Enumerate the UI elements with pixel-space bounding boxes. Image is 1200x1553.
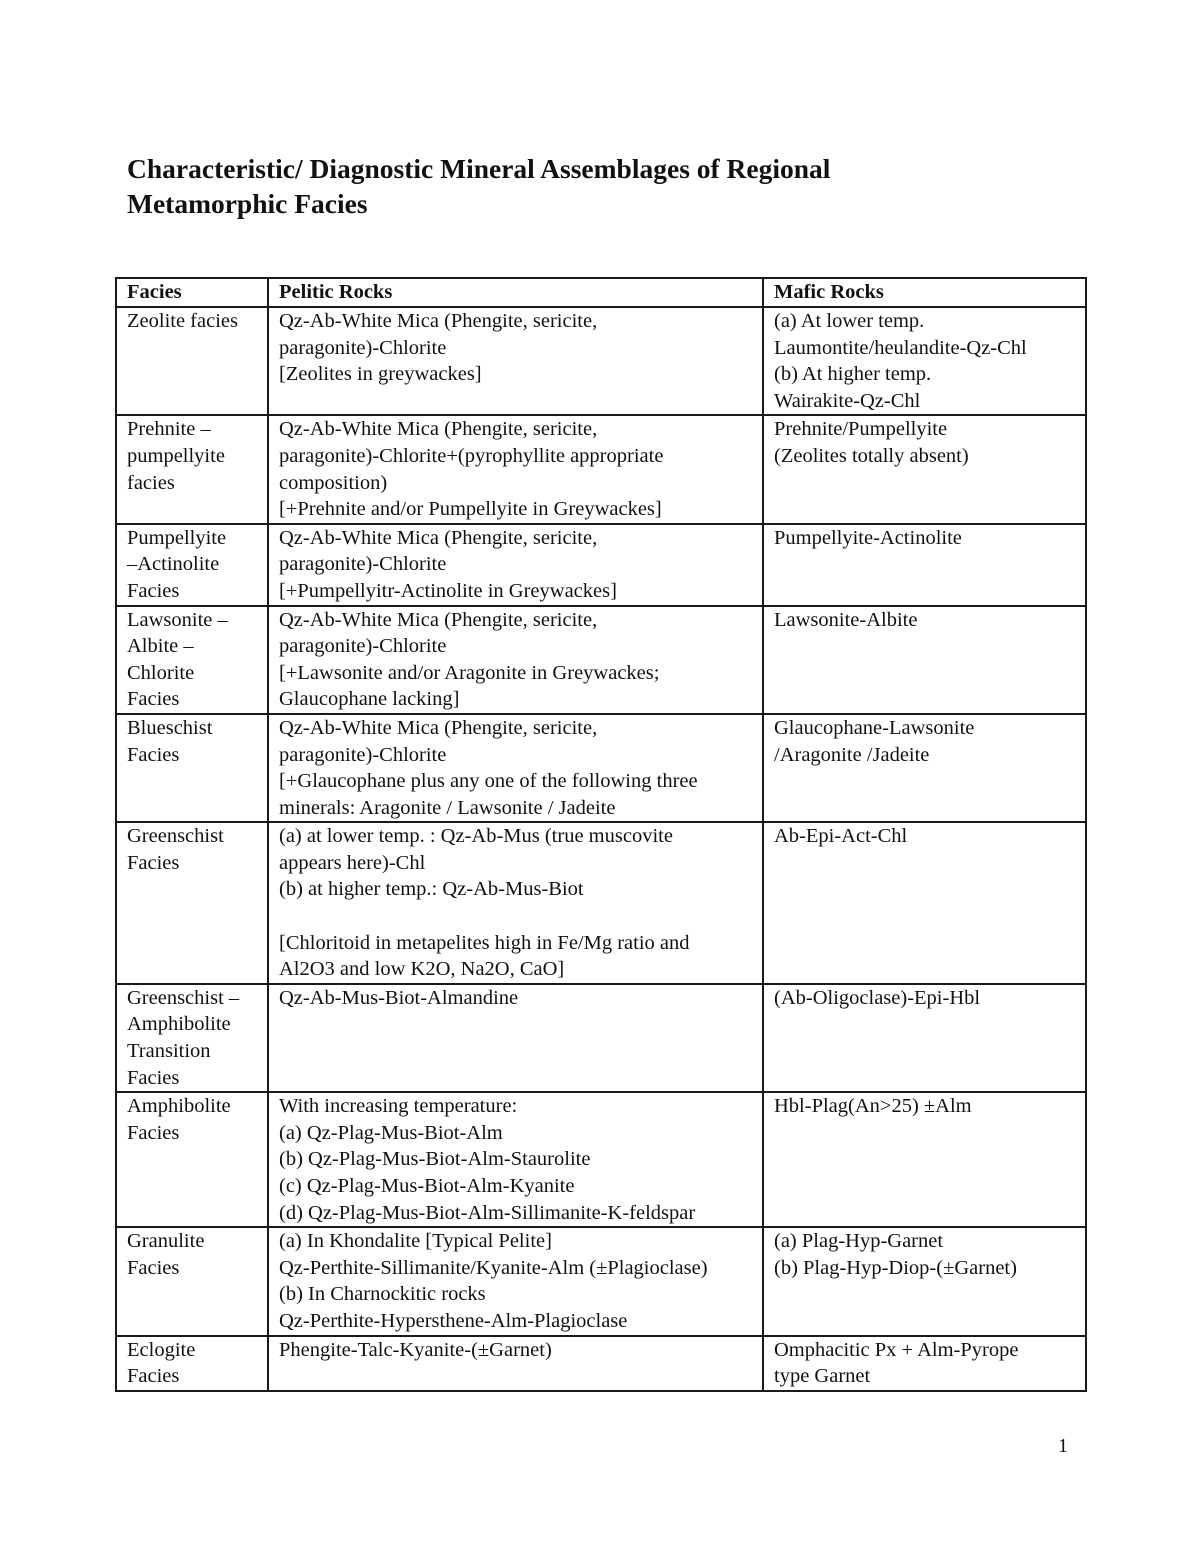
cell-text-line: Greenschist xyxy=(127,825,224,848)
cell-text-line: (c) Qz-Plag-Mus-Biot-Alm-Kyanite xyxy=(279,1175,575,1197)
pelitic-rocks-cell xyxy=(268,415,763,523)
cell-text-line: (Ab-Oligoclase)-Epi-Hbl xyxy=(774,986,981,1009)
cell-text-line: Phengite-Talc-Kyanite-(±Garnet) xyxy=(279,1338,552,1361)
cell-text-line: Transition xyxy=(127,1040,211,1063)
cell-text-line: Chlorite xyxy=(127,661,195,684)
cell-text-line: /Aragonite /Jadeite xyxy=(774,743,930,766)
cell-text-line: Zeolite facies xyxy=(127,310,238,332)
cell-text-line: Facies xyxy=(127,688,180,711)
mafic-rocks-cell xyxy=(763,1092,1086,1227)
cell-text-line: (Zeolites totally absent) xyxy=(774,444,969,467)
title-line-2: Metamorphic Facies xyxy=(127,188,368,219)
cell-text-line: (b) at higher temp.: Qz-Ab-Mus-Biot xyxy=(279,878,584,901)
facies-cell xyxy=(116,714,268,822)
cell-text-line: [+Lawsonite and/or Aragonite in Greywackes; xyxy=(279,661,660,684)
title-line-1: Characteristic/ Diagnostic Mineral Assemblages of Regional xyxy=(127,153,831,184)
pelitic-rocks-cell xyxy=(268,307,763,415)
cell-text-line: Facies xyxy=(127,743,180,766)
cell-text-line: pumpellyite xyxy=(127,444,225,467)
cell-text-line: facies xyxy=(127,471,175,494)
cell-text-line: Omphacitic Px + Alm-Pyrope xyxy=(774,1338,1019,1361)
pelitic-rocks-cell xyxy=(268,1227,763,1335)
cell-text-line: Facies xyxy=(127,1365,180,1388)
cell-text-line: Qz-Ab-White Mica (Phengite, sericite, xyxy=(279,526,598,549)
table-body xyxy=(116,307,1086,1391)
cell-text-line: (a) At lower temp. xyxy=(774,310,925,332)
facies-cell xyxy=(116,822,268,984)
cell-text-line: type Garnet xyxy=(774,1365,871,1388)
cell-text-line: Facies xyxy=(127,851,180,874)
cell-text-line: (b) Qz-Plag-Mus-Biot-Alm-Staurolite xyxy=(279,1148,591,1171)
facies-cell xyxy=(116,1227,268,1335)
mafic-rocks-cell xyxy=(763,984,1086,1092)
facies-cell xyxy=(116,524,268,606)
cell-text-line: Prehnite/Pumpellyite xyxy=(774,418,948,441)
cell-text-line: Glaucophane lacking] xyxy=(279,688,460,711)
pelitic-rocks-cell xyxy=(268,1092,763,1227)
cell-text-line: Qz-Ab-White Mica (Phengite, sericite, xyxy=(279,716,598,739)
pelitic-rocks-cell xyxy=(268,822,763,984)
cell-text-line: (a) at lower temp. : Qz-Ab-Mus (true muscovite xyxy=(279,825,673,848)
cell-text-line: [Chloritoid in metapelites high in Fe/Mg ratio and xyxy=(279,931,690,954)
table-row xyxy=(116,1227,1086,1335)
cell-text-line: Amphibolite xyxy=(127,1095,231,1118)
cell-text-line: Qz-Ab-White Mica (Phengite, sericite, xyxy=(279,418,598,441)
cell-text-line: Albite – xyxy=(127,635,194,658)
cell-text-line: With increasing temperature: xyxy=(279,1095,518,1118)
facies-cell xyxy=(116,1092,268,1227)
mafic-rocks-cell xyxy=(763,524,1086,606)
cell-text-line: Lawsonite-Albite xyxy=(774,608,918,631)
cell-text-line: Glaucophane-Lawsonite xyxy=(774,716,975,739)
facies-table xyxy=(115,277,1087,1392)
cell-text-line: Facies xyxy=(127,1121,180,1144)
cell-text-line: (d) Qz-Plag-Mus-Biot-Alm-Sillimanite-K-feldspar xyxy=(279,1201,696,1224)
table-row xyxy=(116,714,1086,822)
facies-cell xyxy=(116,415,268,523)
pelitic-rocks-cell xyxy=(268,606,763,714)
cell-text-line: paragonite)-Chlorite xyxy=(279,336,447,359)
header-mafic-rocks: Mafic Rocks xyxy=(763,278,1086,307)
header-row xyxy=(116,278,1086,307)
cell-text-line: Qz-Perthite-Sillimanite/Kyanite-Alm (±Plagioclase) xyxy=(279,1256,708,1279)
cell-text-line: Qz-Ab-White Mica (Phengite, sericite, xyxy=(279,310,598,332)
table-row xyxy=(116,1092,1086,1227)
cell-text-line: paragonite)-Chlorite xyxy=(279,743,447,766)
table-row xyxy=(116,307,1086,415)
pelitic-rocks-cell xyxy=(268,1336,763,1391)
cell-text-line: composition) xyxy=(279,471,388,494)
header-facies: Facies xyxy=(116,278,268,307)
cell-text-line: [Zeolites in greywackes] xyxy=(279,363,482,386)
cell-text-line: minerals: Aragonite / Lawsonite / Jadeite xyxy=(279,796,616,819)
facies-cell xyxy=(116,984,268,1092)
cell-text-line: Wairakite-Qz-Chl xyxy=(774,389,921,412)
table-row xyxy=(116,415,1086,523)
mafic-rocks-cell xyxy=(763,714,1086,822)
cell-text-line: [+Prehnite and/or Pumpellyite in Greywackes] xyxy=(279,498,662,521)
pelitic-rocks-cell xyxy=(268,984,763,1092)
cell-text-line: (b) At higher temp. xyxy=(774,363,932,386)
mafic-rocks-cell xyxy=(763,1227,1086,1335)
cell-text-line: Facies xyxy=(127,1066,180,1089)
cell-text-line: (a) Plag-Hyp-Garnet xyxy=(774,1230,944,1253)
cell-text-line: paragonite)-Chlorite xyxy=(279,635,447,658)
cell-text-line: Greenschist – xyxy=(127,986,240,1009)
table-row xyxy=(116,822,1086,984)
cell-text-line: Granulite xyxy=(127,1230,205,1253)
cell-text-line: Pumpellyite xyxy=(127,526,227,549)
table-row xyxy=(116,1336,1086,1391)
cell-text-line: paragonite)-Chlorite xyxy=(279,553,447,576)
table-row xyxy=(116,524,1086,606)
pelitic-rocks-cell xyxy=(268,714,763,822)
cell-text-line: (a) In Khondalite [Typical Pelite] xyxy=(279,1230,552,1253)
table-row xyxy=(116,984,1086,1092)
cell-text-line: Facies xyxy=(127,1256,180,1279)
cell-text-line: Qz-Ab-White Mica (Phengite, sericite, xyxy=(279,608,598,631)
facies-cell xyxy=(116,1336,268,1391)
mafic-rocks-cell xyxy=(763,307,1086,415)
table-header xyxy=(116,278,1086,307)
mafic-rocks-cell xyxy=(763,415,1086,523)
header-pelitic-rocks: Pelitic Rocks xyxy=(268,278,763,307)
cell-text-line: Eclogite xyxy=(127,1338,196,1361)
cell-text-line: Lawsonite – xyxy=(127,608,228,631)
facies-cell xyxy=(116,307,268,415)
cell-text-line: Facies xyxy=(127,579,180,602)
cell-text-line: Prehnite – xyxy=(127,418,211,441)
cell-text-line: Amphibolite xyxy=(127,1013,231,1036)
cell-text-line: paragonite)-Chlorite+(pyrophyllite appropriate xyxy=(279,444,664,467)
cell-text-line: –Actinolite xyxy=(127,553,220,576)
document-title xyxy=(127,151,1087,221)
facies-cell xyxy=(116,606,268,714)
cell-text-line: (b) In Charnockitic rocks xyxy=(279,1283,486,1306)
cell-text-line: Laumontite/heulandite-Qz-Chl xyxy=(774,336,1027,359)
table-row xyxy=(116,606,1086,714)
cell-text-line: Blueschist xyxy=(127,716,213,739)
cell-text-line: (b) Plag-Hyp-Diop-(±Garnet) xyxy=(774,1256,1017,1279)
cell-text-line: [+Pumpellyitr-Actinolite in Greywackes] xyxy=(279,579,617,602)
mafic-rocks-cell xyxy=(763,1336,1086,1391)
mafic-rocks-cell xyxy=(763,606,1086,714)
cell-text-line: appears here)-Chl xyxy=(279,851,426,874)
cell-text-line: (a) Qz-Plag-Mus-Biot-Alm xyxy=(279,1121,503,1144)
cell-text-line: Ab-Epi-Act-Chl xyxy=(774,825,908,848)
cell-text-line: Hbl-Plag(An>25) ±Alm xyxy=(774,1095,972,1118)
cell-text-line: [+Glaucophane plus any one of the following three xyxy=(279,770,698,793)
cell-text-line: Qz-Ab-Mus-Biot-Almandine xyxy=(279,986,519,1009)
pelitic-rocks-cell xyxy=(268,524,763,606)
cell-text-line: Pumpellyite-Actinolite xyxy=(774,526,962,549)
cell-text-line: Al2O3 and low K2O, Na2O, CaO] xyxy=(279,958,565,981)
cell-text-line: Qz-Perthite-Hypersthene-Alm-Plagioclase xyxy=(279,1309,628,1332)
mafic-rocks-cell xyxy=(763,822,1086,984)
page-number: 1 xyxy=(1058,1435,1068,1457)
cell-text-line xyxy=(279,903,758,930)
